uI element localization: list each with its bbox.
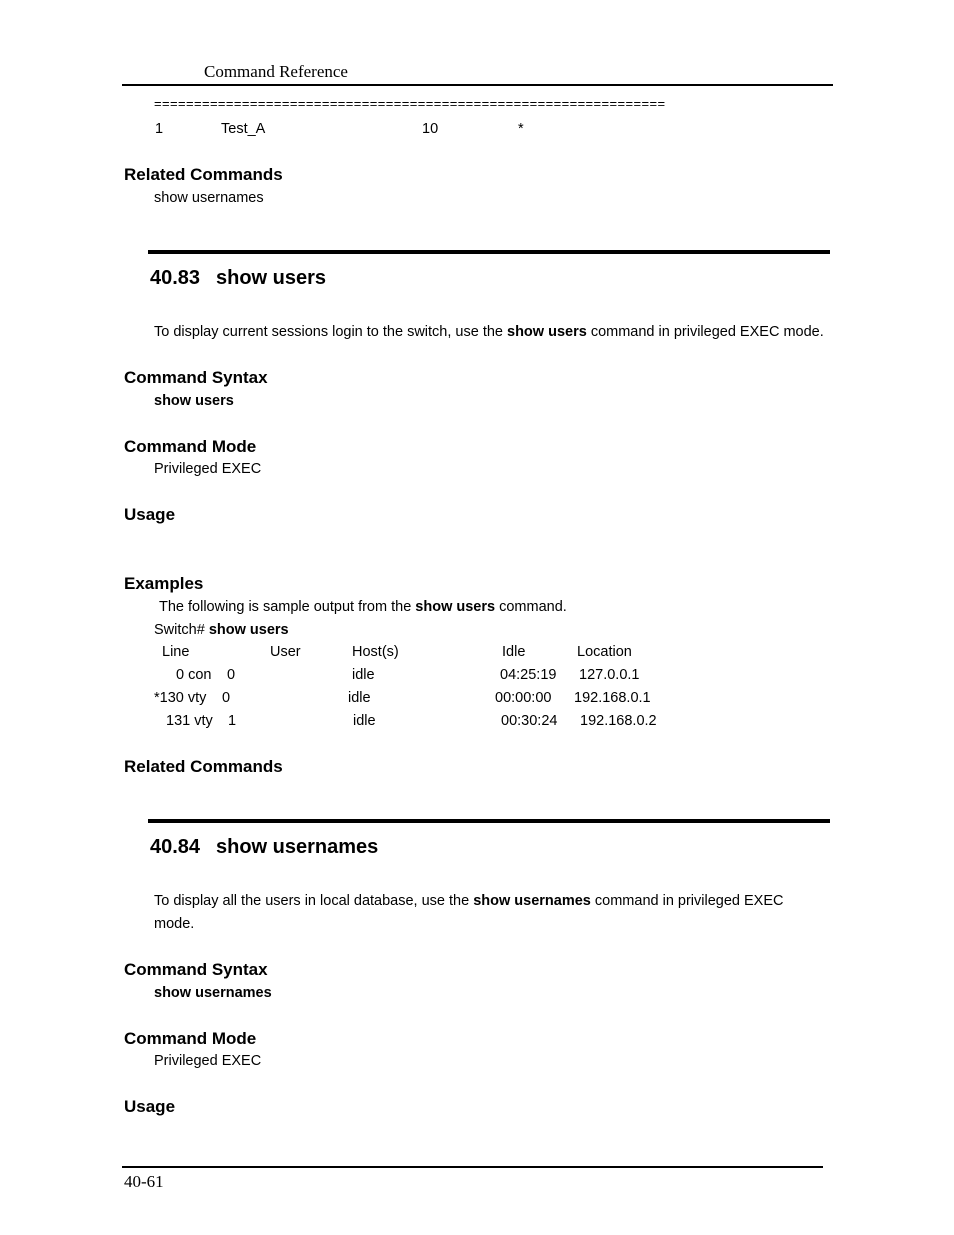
table-cell: 00:30:24	[501, 713, 558, 729]
examples-heading: Examples	[124, 574, 204, 593]
section-number: 40.83	[150, 267, 201, 289]
section-description: To display all the users in local database, use the show usernames command in privileged EXEC	[154, 893, 784, 909]
table-cell: 192.168.0.2	[580, 713, 657, 729]
table-cell: 0 con	[176, 667, 212, 683]
running-header: Command Reference	[204, 62, 348, 81]
related-command-item: show usernames	[154, 190, 264, 206]
header-rule	[122, 84, 833, 86]
page-number: 40-61	[124, 1172, 164, 1191]
footer-rule	[122, 1166, 823, 1168]
table-cell: 131 vty	[166, 713, 213, 729]
table-cell: *130 vty	[154, 690, 207, 706]
table-header-hosts: Host(s)	[352, 644, 399, 660]
usage-heading: Usage	[124, 1097, 176, 1116]
table-cell: idle	[352, 667, 375, 683]
output-cell: 1	[155, 121, 164, 137]
table-cell: idle	[348, 690, 371, 706]
command-syntax-heading: Command Syntax	[124, 368, 268, 387]
cli-prompt: Switch# show users	[154, 622, 289, 638]
command-syntax: show users	[154, 393, 234, 409]
section-rule	[148, 819, 830, 823]
table-cell: 127.0.0.1	[579, 667, 640, 683]
table-cell: 1	[228, 713, 237, 729]
command-mode: Privileged EXEC	[154, 1053, 262, 1069]
command-syntax: show usernames	[154, 985, 272, 1001]
command-mode: Privileged EXEC	[154, 461, 262, 477]
related-commands-heading: Related Commands	[124, 757, 283, 776]
output-cell: 10	[422, 121, 439, 137]
table-cell: idle	[353, 713, 376, 729]
output-cell: *	[518, 121, 524, 137]
table-header-line: Line	[162, 644, 190, 660]
section-description-cont: mode.	[154, 916, 195, 932]
section-description: To display current sessions login to the switch, use the show users command in privileged EXEC mode.	[154, 324, 824, 340]
section-title: show usernames	[216, 836, 379, 858]
command-mode-heading: Command Mode	[124, 437, 257, 456]
table-cell: 00:00:00	[495, 690, 552, 706]
command-syntax-heading: Command Syntax	[124, 960, 268, 979]
table-header-idle: Idle	[502, 644, 526, 660]
table-cell: 04:25:19	[500, 667, 557, 683]
output-separator: ================================================================	[154, 96, 666, 111]
examples-description: The following is sample output from the show users command.	[159, 599, 567, 615]
table-cell: 0	[222, 690, 231, 706]
section-number: 40.84	[150, 836, 201, 858]
usage-heading: Usage	[124, 505, 176, 524]
section-title: show users	[216, 267, 327, 289]
table-cell: 192.168.0.1	[574, 690, 651, 706]
table-cell: 0	[227, 667, 236, 683]
table-header-location: Location	[577, 644, 632, 660]
related-commands-heading: Related Commands	[124, 165, 283, 184]
table-header-user: User	[270, 644, 301, 660]
command-mode-heading: Command Mode	[124, 1029, 257, 1048]
output-cell: Test_A	[221, 121, 266, 137]
section-rule	[148, 250, 830, 254]
